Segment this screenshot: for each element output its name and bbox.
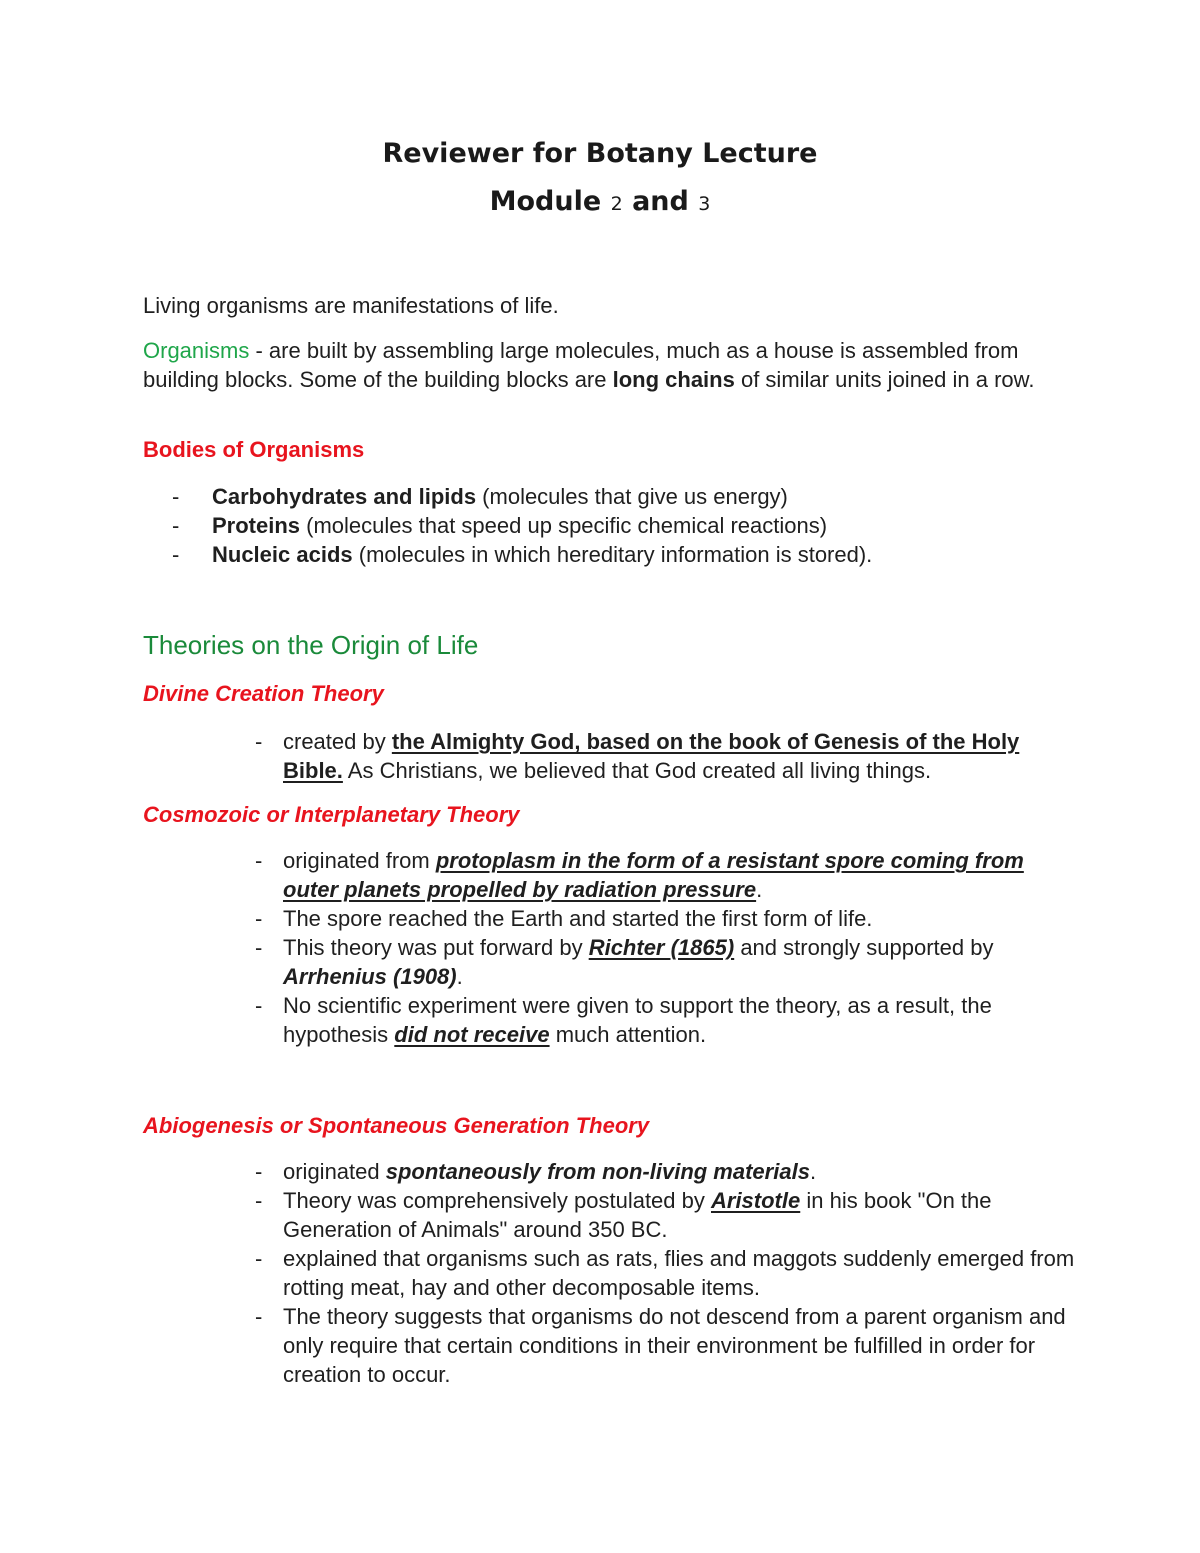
dash: - [255,1246,263,1271]
item-text: originated [283,1159,386,1184]
list-item [255,1244,1075,1302]
dash: - [172,542,180,567]
item-text: Theory was comprehensively postulated by [283,1188,711,1213]
intro-sentence: Living organisms are manifestations of life. [143,293,559,318]
document-title: Reviewer for Botany Lecture [382,138,818,169]
item-term: Nucleic acids [212,542,353,567]
subtitle-number-1: 2 [610,193,623,215]
list-item [172,540,1052,569]
item-text: (molecules that give us energy) [476,484,788,509]
list-item [255,1157,1075,1186]
item-term: Carbohydrates and lipids [212,484,477,509]
dash: - [255,935,263,960]
dash: - [172,484,180,509]
subtitle-number-2: 3 [698,193,711,215]
dash: - [255,729,263,754]
item-bold-italic: spontaneously from non-living materials [385,1159,810,1184]
divine-list [255,727,1075,785]
item-text: (molecules that speed up specific chemical reactions) [300,513,828,538]
organisms-text-2: of similar units joined in a row. [734,367,1035,392]
item-text: in his book "On the Generation of Animals" around 350 BC. [283,1188,992,1242]
list-item [255,1302,1075,1389]
item-text: As Christians, we believed that God created all living things. [342,758,932,783]
document-subtitle [0,186,1200,217]
theories-heading: Theories on the Origin of Life [143,630,479,660]
item-text: No scientific experiment were given to support the theory, as a result, the hypothesis [283,993,992,1047]
item-term: Proteins [212,513,301,538]
item-text: . [456,964,463,989]
subtitle-module: Module [489,186,602,217]
dash: - [255,906,263,931]
list-item [172,482,1052,511]
list-item [255,727,1075,785]
bodies-list [172,482,1052,569]
list-item [255,904,1075,933]
item-text: originated from [283,848,436,873]
dash: - [255,1188,263,1213]
abiogenesis-list [255,1157,1075,1389]
list-item [255,991,1075,1049]
dash: - [172,513,180,538]
organisms-term: Organisms [143,338,250,363]
item-text: created by [283,729,392,754]
item-underlined: Richter (1865) [588,935,735,960]
organisms-text-1: - are built by assembling large molecules, much as a house is assembled from building blocks. Some of the building blocks are [143,338,1019,392]
divine-heading: Divine Creation Theory [143,681,384,706]
item-text: This theory was put forward by [283,935,589,960]
abiogenesis-heading: Abiogenesis or Spontaneous Generation Theory [143,1113,650,1138]
item-text: (molecules in which hereditary information is stored). [352,542,873,567]
item-underlined: Aristotle [711,1188,801,1213]
item-text: explained that organisms such as rats, flies and maggots suddenly emerged from rotting meat, hay and other decomposable items. [283,1246,1075,1300]
item-text: . [809,1159,817,1184]
organisms-definition [143,336,1063,394]
subtitle-and: and [632,186,689,217]
cosmozoic-list [255,846,1075,1049]
bodies-heading: Bodies of Organisms [143,437,365,462]
item-underlined: the Almighty God, based on the book of Genesis of the Holy Bible. [283,729,1020,783]
item-text: The theory suggests that organisms do not descend from a parent organism and only require that certain conditions in their environment be fulfilled in order for creation to occur. [283,1304,1066,1387]
item-underlined: protoplasm in the form of a resistant spore coming from outer planets propelled by radiation pressure [283,848,1024,902]
list-item [255,933,1075,991]
list-item [172,511,1052,540]
item-text: . [756,877,763,902]
dash: - [255,1304,263,1329]
dash: - [255,848,263,873]
cosmozoic-heading: Cosmozoic or Interplanetary Theory [143,802,520,827]
item-bold-italic: Arrhenius (1908) [283,964,457,989]
dash: - [255,993,263,1018]
item-text: much attention. [549,1022,707,1047]
dash: - [255,1159,263,1184]
item-underlined: did not receive [394,1022,550,1047]
item-text: The spore reached the Earth and started the first form of life. [283,906,873,931]
list-item [255,1186,1075,1244]
organisms-bold: long chains [612,367,735,392]
item-text: and strongly supported by [734,935,994,960]
list-item [255,846,1075,904]
